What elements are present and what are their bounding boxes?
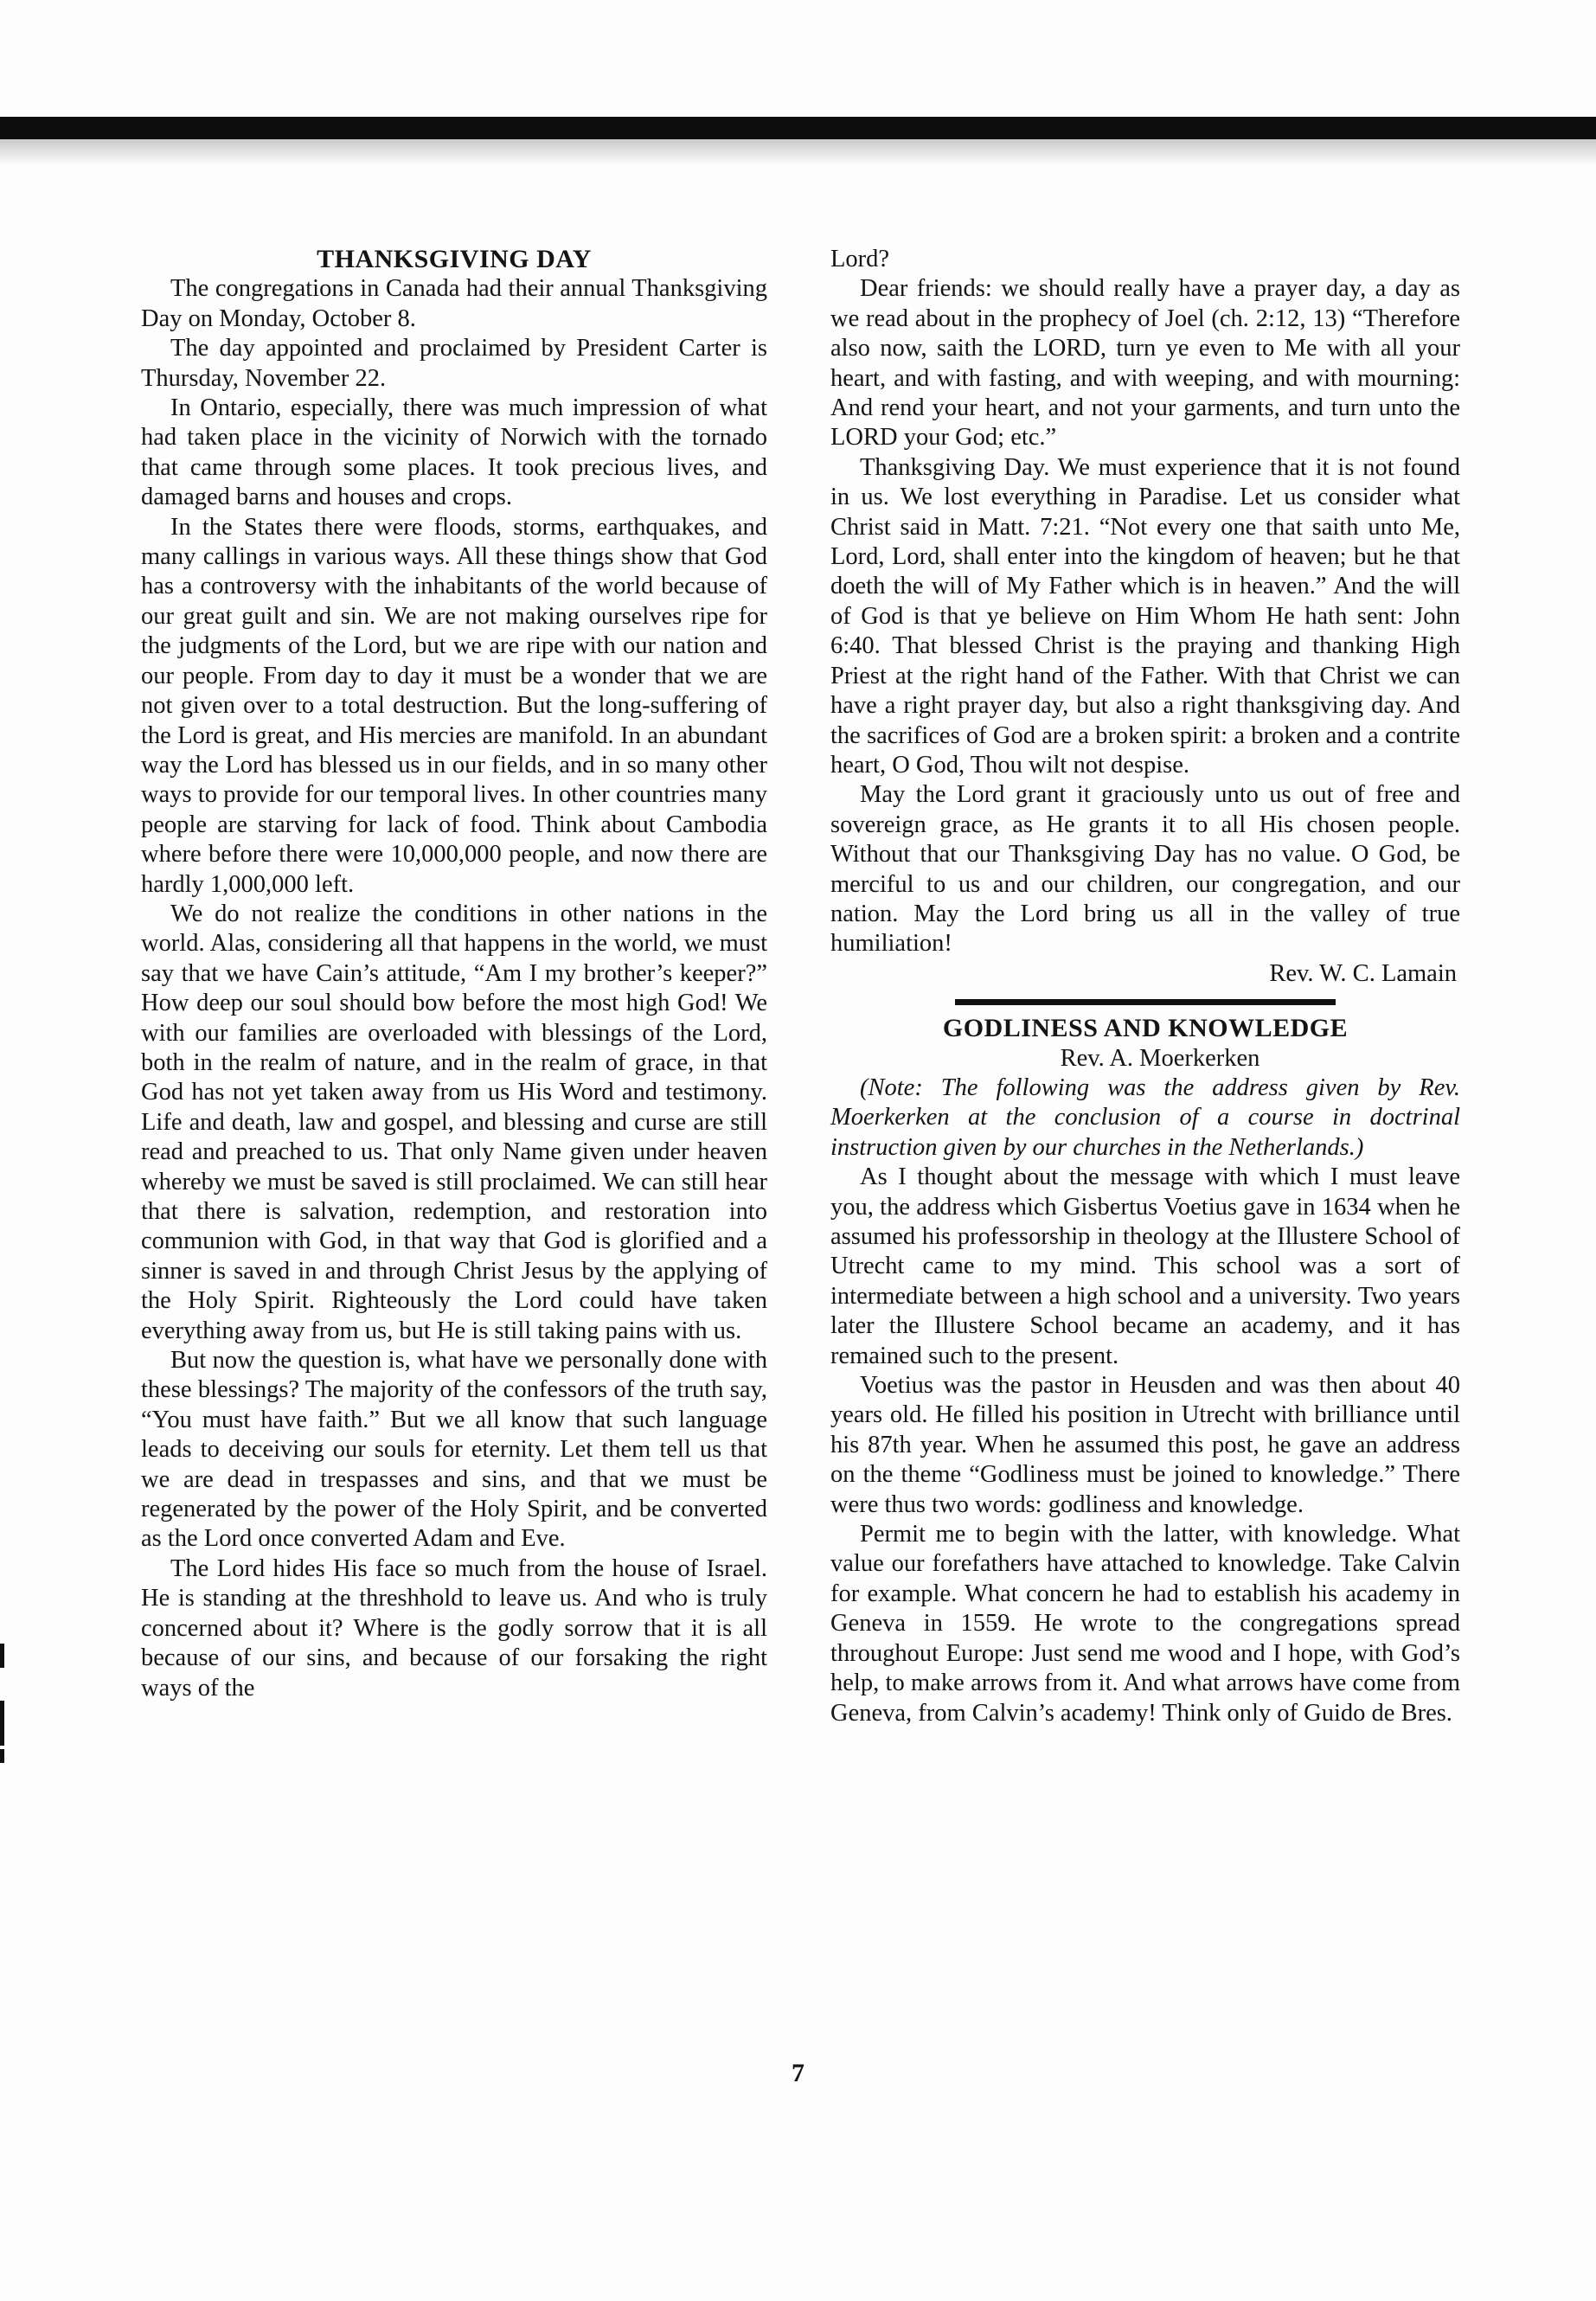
continuation-text: Lord? [830,246,890,272]
editor-note: (Note: The following was the address given by Rev. Moerkerken at the conclusion of a course in doctrinal instruction given by our churches in the Netherlands.) [830,1074,1460,1161]
paragraph: But now the question is, what have we personally done with these blessings? The majority of the confessors of the truth say, “You must have faith.” But we all know that such language leads to deceiving our souls for eternity. Let them tell us that we are dead in trespasses and sins, and that we must be regenerated by the power of the Holy Spirit, and be converted as the Lord once converted Adam and Eve. [141,1347,767,1553]
paragraph: The congregations in Canada had their annual Thanksgiving Day on Monday, October 8. [141,275,767,332]
paragraph: Dear friends: we should really have a prayer day, a day as we read about in the prophecy of Joel (ch. 2:12, 13) “Therefore also now, saith the LORD, turn ye even to Me with all your heart, and with fasting, and with weeping, and with mourning: And rend your heart, and not your garments, and turn unto the LORD your God; etc.” [830,275,1460,452]
paragraph: Thanksgiving Day. We must experience that it is not found in us. We lost everything in Paradise. Let us consider what Christ said in Matt. 7:21. “Not every one that saith unto Me, Lord, Lord, shall enter into the kingdom of heaven; but he that doeth the will of My Father which is in heaven.” And the will of God is that ye believe on Him Whom He hath sent: John 6:40. That blessed Christ is the praying and thanking High Priest at the right hand of the Father. With that Christ we can have a right prayer day, but also a right thanksgiving day. And the sacrifices of God are a broken spirit: a broken and a contrite heart, O God, Thou wilt not despise. [830,453,1460,779]
binding-mark [0,1701,4,1746]
article-title-thanksgiving: THANKSGIVING DAY [317,245,592,273]
right-column [830,245,1460,1728]
paragraph: In Ontario, especially, there was much impression of what had taken place in the vicinity of Norwich with the tornado that came through some places. It took precious lives, and damaged barns and houses and crops. [141,394,767,511]
article-byline: Rev. A. Moerkerken [1060,1044,1260,1072]
left-column [141,245,767,1703]
paragraph: We do not realize the conditions in other nations in the world. Alas, considering all that happens in the world, we must say that we have Cain’s attitude, “Am I my brother’s keeper?” How deep our soul should bow before the most high God! We with our families are overloaded with blessings of the Lord, both in the realm of nature, and in the realm of grace, in that God has not yet taken away from us His Word and testimony. Life and death, law and gospel, and blessing and curse are still read and preached to us. That only Name given under heaven whereby we must be saved is still proclaimed. We can still hear that there is salvation, redemption, and restoration into communion with God, in that way that God is glorified and a sinner is saved in and through Christ Jesus by the applying of the Holy Spirit. Righteously the Lord could have taken everything away from us, but He is still taking pains with us. [141,900,767,1344]
scan-top-border [0,117,1596,139]
author-signature: Rev. W. C. Lamain [1269,959,1457,987]
paragraph: As I thought about the message with which I must leave you, the address which Gisbertus Voetius gave in 1634 when he assumed his professorship in theology at the Illustere School of Utrecht came to my mind. This school was a sort of intermediate between a high school and a university. Two years later the Illustere School became an academy, and it has remained such to the present. [830,1163,1460,1369]
page-number: 7 [792,2059,804,2087]
paragraph: The day appointed and proclaimed by President Carter is Thursday, November 22. [141,335,767,392]
binding-mark [0,1749,4,1763]
section-divider [955,999,1336,1005]
paragraph: In the States there were floods, storms, earthquakes, and many callings in various ways. All these things show that God has a controversy with the inhabitants of the world because of our great guilt and sin. We are not making ourselves ripe for the judgments of the Lord, but we are ripe with our nation and our people. From day to day it must be a wonder that we are not given over to a total destruction. But the long-suffering of the Lord is great, and His mercies are manifold. In an abundant way the Lord has blessed us in our fields, and in so many other ways to provide for our temporal lives. In other countries many people are starving for lack of food. Think about Cambodia where before there were 10,000,000 people, and now there are hardly 1,000,000 left. [141,513,767,898]
binding-mark [0,1644,4,1668]
paragraph: The Lord hides His face so much from the house of Israel. He is standing at the threshhold to leave us. And who is truly concerned about it? Where is the godly sorrow that it is all because of our sins, and because of our forsaking the right ways of the [141,1554,767,1702]
paragraph: Permit me to begin with the latter, with knowledge. What value our forefathers have attached to knowledge. Take Calvin for example. What concern he had to establish his academy in Geneva in 1559. He wrote to the congregations spread throughout Europe: Just send me wood and I hope, with God’s help, to make arrows from it. And what arrows have come from Geneva, from Calvin’s academy! Think only of Guido de Bres. [830,1521,1460,1727]
paragraph: Voetius was the pastor in Heusden and was then about 40 years old. He filled his position in Utrecht with brilliance until his 87th year. When he assumed this post, he gave an address on the theme “Godliness must be joined to knowledge.” There were thus two words: godliness and knowledge. [830,1372,1460,1518]
scan-top-shadow [0,139,1596,165]
paragraph: May the Lord grant it graciously unto us out of free and sovereign grace, as He grants it to all His chosen people. Without that our Thanksgiving Day has no value. O God, be merciful to us and our children, our congregation, and our nation. May the Lord bring us all in the valley of true humiliation! [830,781,1460,958]
article-title-godliness: GODLINESS AND KNOWLEDGE [942,1014,1349,1043]
